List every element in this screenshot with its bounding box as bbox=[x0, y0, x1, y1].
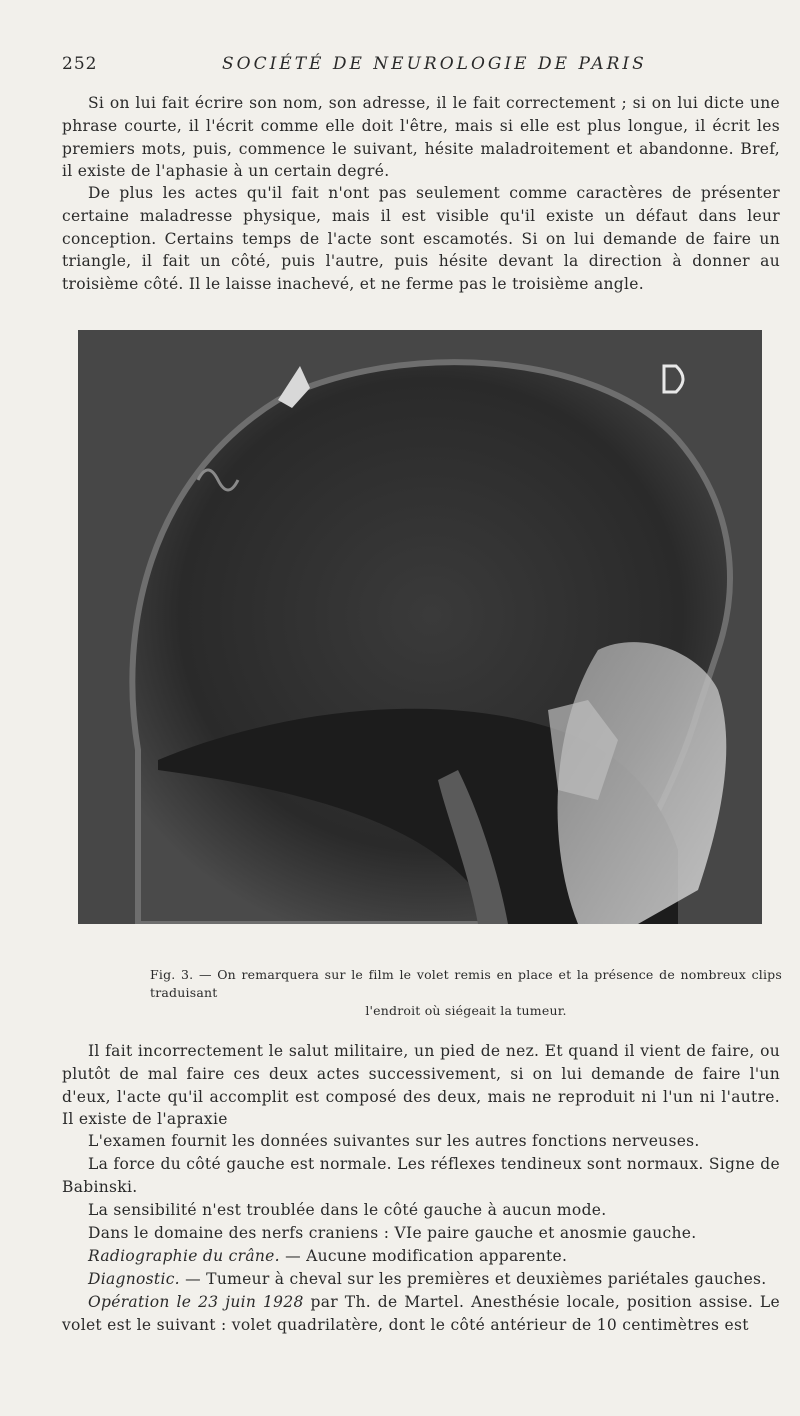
paragraph-diagnostic bbox=[62, 1268, 780, 1291]
text-radiographie: — Aucune modification apparente. bbox=[279, 1247, 568, 1265]
page-number: 252 bbox=[62, 54, 98, 74]
skull-xray-image bbox=[78, 330, 762, 924]
paragraph-conception: De plus les actes qu'il fait n'ont pas seulement comme caractères de présenter certaine maladresse physique, mais il est visible qu'il existe un défaut dans leur conception. Certains temps de l'acte sont escamotés. Si on lui demande de faire un triangle, il fait un côté, puis l'autre, puis hésite devant la direction à donner au troisième côté. Il le laisse inachevé, et ne ferme pas le troisième angle. bbox=[62, 184, 780, 294]
label-operation: Opération le 23 juin 1928 bbox=[88, 1293, 304, 1311]
paragraph-force: La force du côté gauche est normale. Les réflexes tendineux sont normaux. Signe de Babinski. bbox=[62, 1155, 780, 1196]
paragraph-sensibilite: La sensibilité n'est troublée dans le côté gauche à aucun mode. bbox=[88, 1201, 607, 1219]
paragraph-radiographie bbox=[62, 1245, 780, 1268]
paragraph-examen: L'examen fournit les données suivantes sur les autres fonctions nerveuses. bbox=[88, 1132, 700, 1150]
paragraph-nerfs: Dans le domaine des nerfs craniens : VIe paire gauche et anosmie gauche. bbox=[88, 1224, 697, 1242]
label-radiographie: Radiographie du crâne. bbox=[88, 1247, 280, 1265]
text-operation: par Th. de Martel. Anesthésie locale, position assise. Le volet est le suivant : volet quadrilatère, dont le côté antérieur de 10 centimètres est bbox=[62, 1293, 780, 1334]
paragraph-operation bbox=[62, 1291, 780, 1337]
page-header bbox=[62, 54, 762, 80]
paragraph-apraxia: Il fait incorrectement le salut militaire, un pied de nez. Et quand il vient de faire, ou plutôt de mal faire ces deux actes successivement, si on lui demande de faire l'un d'eux, l'acte qu'il accomplit est composé des deux, mais ne reproduit ni l'un ni l'autre. Il existe de l'apraxie bbox=[62, 1042, 780, 1129]
caption-label: Fig. 3. bbox=[150, 967, 194, 982]
figure-caption bbox=[150, 966, 782, 1020]
text-diagnostic: — Tumeur à cheval sur les premières et deuxièmes pariétales gauches. bbox=[179, 1270, 767, 1288]
label-diagnostic: Diagnostic. bbox=[88, 1270, 180, 1288]
paragraph-aphasia: Si on lui fait écrire son nom, son adresse, il le fait correctement ; si on lui dicte une phrase courte, il l'écrit comme elle doit l'être, mais si elle est plus longue, il écrit les premiers mots, puis, commence le suivant, hésite maladroitement et abandonne. Bref, il existe de l'aphasie à un certain degré. bbox=[62, 94, 780, 181]
skull-xray-figure bbox=[78, 330, 762, 924]
running-title: SOCIÉTÉ DE NEUROLOGIE DE PARIS bbox=[222, 54, 647, 74]
caption-line2: l'endroit où siégeait la tumeur. bbox=[365, 1003, 567, 1018]
caption-text: — On remarquera sur le film le volet remis en place et la présence de nombreux clips traduisant bbox=[150, 967, 782, 1000]
